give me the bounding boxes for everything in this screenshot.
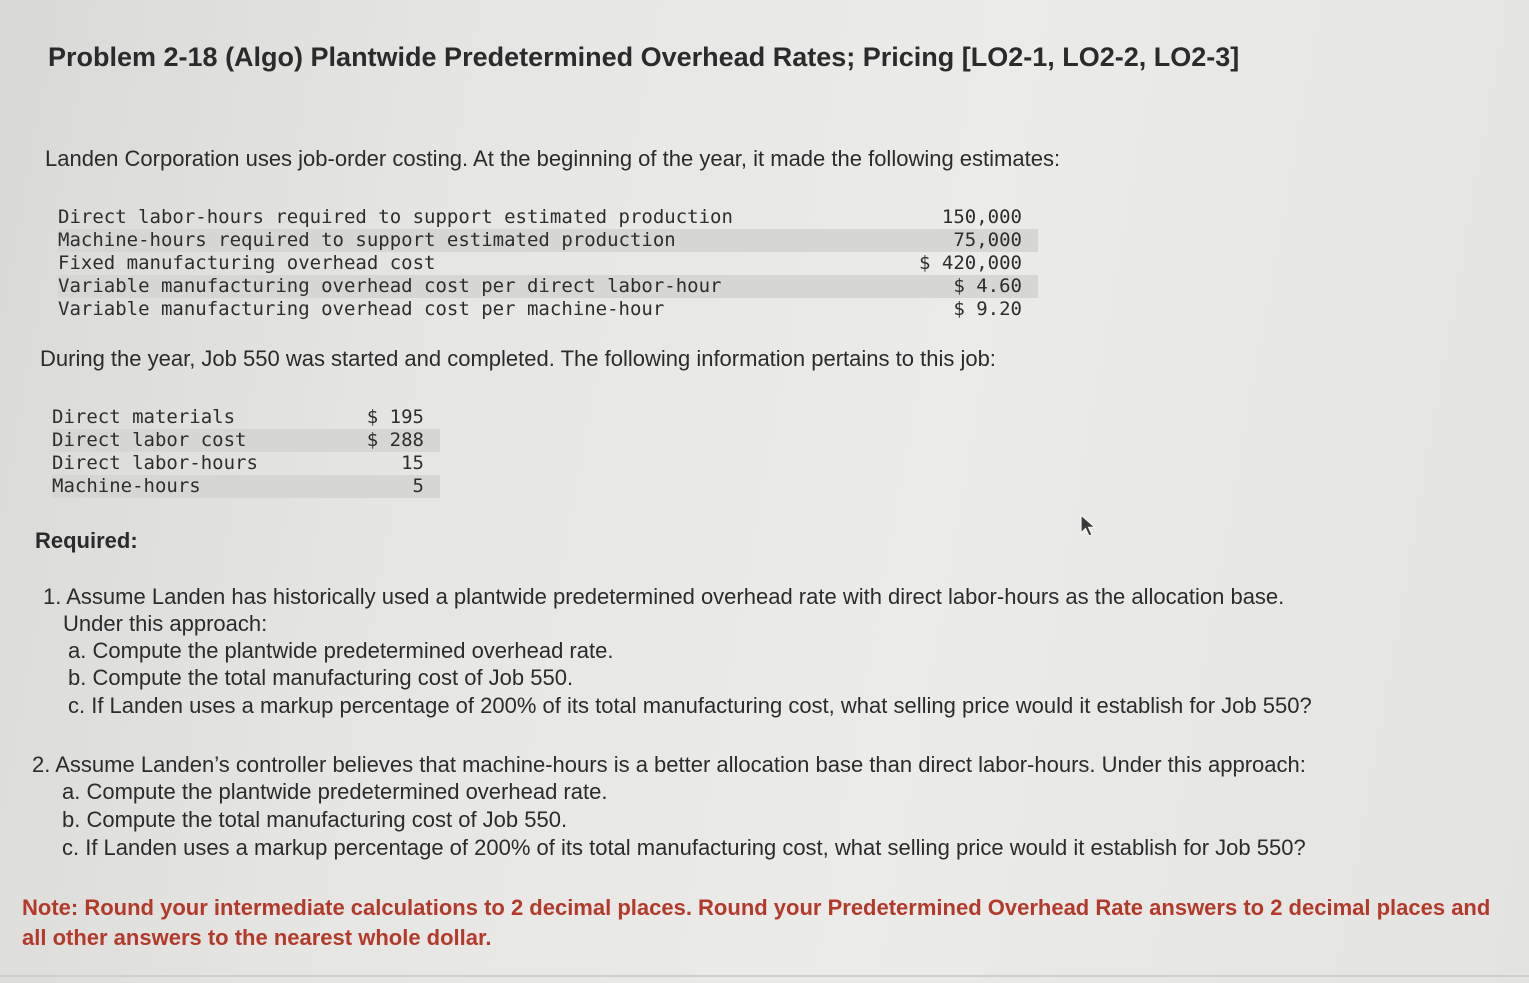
job-value: $ 195 [366,406,424,428]
table-row [52,475,440,498]
estimate-label: Direct labor-hours required to support estimated production [58,206,733,228]
required-heading: Required: [35,528,138,553]
estimate-label: Fixed manufacturing overhead cost [58,252,436,274]
problem-title: Problem 2-18 (Algo) Plantwide Predetermined Overhead Rates; Pricing [LO2-1, LO2-2, LO2-3] [48,42,1240,72]
job-value: $ 288 [352,429,440,452]
job-label: Direct labor cost [52,429,352,452]
job-label: Machine-hours [52,475,352,498]
question-2a: a. Compute the plantwide predetermined overhead rate. [62,779,608,804]
estimate-value: 150,000 [941,206,1022,228]
estimate-value: $ 9.20 [953,298,1022,320]
table-row [58,229,1038,252]
question-1c: c. If Landen uses a markup percentage of 200% of its total manufacturing cost, what selling price would it establish for Job 550? [68,693,1312,718]
question-2-text: 2. Assume Landen’s controller believes that machine-hours is a better allocation base than direct labor-hours. Under this approach: [32,752,1306,777]
job-label: Direct labor-hours [52,452,258,474]
question-1-text: 1. Assume Landen has historically used a plantwide predetermined overhead rate with direct labor-hours as the allocation base. [43,584,1285,609]
question-2b: b. Compute the total manufacturing cost of Job 550. [62,807,568,832]
divider [0,975,1529,977]
job-table [52,406,440,498]
question-1-text-cont: Under this approach: [63,611,268,636]
table-row [58,275,1038,298]
question-2c: c. If Landen uses a markup percentage of 200% of its total manufacturing cost, what selling price would it establish for Job 550? [62,835,1306,860]
estimate-value: $ 4.60 [848,275,1038,298]
job-value: 5 [352,475,440,498]
estimates-table [58,206,1038,321]
mouse-pointer-icon [1080,514,1098,538]
table-row [52,406,440,429]
estimate-label: Variable manufacturing overhead cost per direct labor-hour [58,275,848,298]
intro-text: Landen Corporation uses job-order costing. At the beginning of the year, it made the following estimates: [45,146,1061,171]
job-intro-text: During the year, Job 550 was started and completed. The following information pertains to this job: [40,346,996,371]
table-row [52,452,440,475]
job-value: 15 [401,452,424,474]
table-row [58,252,1038,275]
estimate-label: Variable manufacturing overhead cost per machine-hour [58,298,665,320]
estimate-value: 75,000 [848,229,1038,252]
question-1a: a. Compute the plantwide predetermined overhead rate. [68,638,614,663]
rounding-note: Note: Round your intermediate calculations to 2 decimal places. Round your Predetermined Overhead Rate answers to 2 decimal places and all other answers to the nearest whole dollar. [22,895,1491,950]
question-1b: b. Compute the total manufacturing cost of Job 550. [68,665,574,690]
table-row [58,206,1038,229]
job-label: Direct materials [52,406,236,428]
estimate-value: $ 420,000 [919,252,1022,274]
estimate-label: Machine-hours required to support estimated production [58,229,848,252]
table-row [52,429,440,452]
table-row [58,298,1038,321]
